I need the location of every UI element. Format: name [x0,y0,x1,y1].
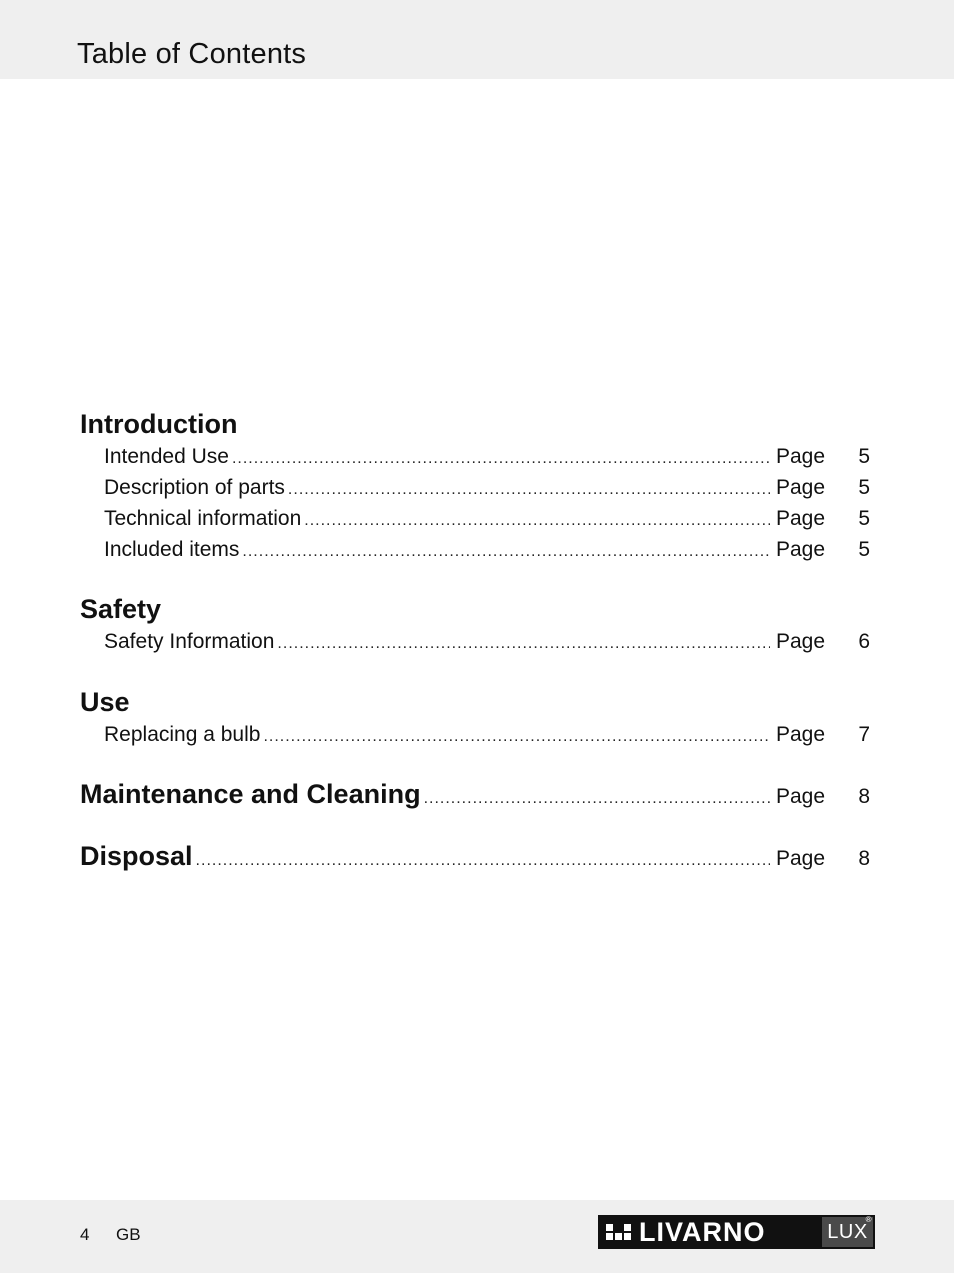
toc-entry-replacing-a-bulb[interactable] [104,720,870,750]
page-number: 5 [858,445,870,468]
registered-mark: ® [865,1215,872,1224]
toc-entry-intended-use[interactable] [104,442,870,472]
toc-entry-disposal[interactable] [80,841,870,877]
page-number: 5 [858,507,870,530]
page-number: 5 [858,476,870,499]
toc-entry-label: Included items [104,538,240,561]
dot-leader [424,784,770,814]
page-word: Page [776,445,826,468]
page-number: 7 [858,723,870,746]
page-word: Page [776,847,826,870]
logo-wordmark: LIVARNO [639,1217,766,1247]
page-word: Page [776,476,826,499]
toc-entry-included-items[interactable] [104,535,870,565]
toc-entry-label: Maintenance and Cleaning [80,779,421,809]
dot-leader [304,506,770,536]
logo-sub-block [820,1215,875,1249]
toc-entry-label: Intended Use [104,445,229,468]
page-word: Page [776,723,826,746]
page-word: Page [776,538,826,561]
dot-leader [263,722,770,752]
brand-logo [598,1215,875,1249]
toc-entry-description-of-parts[interactable] [104,473,870,503]
dot-leader [288,475,770,505]
page-title: Table of Contents [77,38,307,70]
toc-entry-label: Technical information [104,507,302,530]
section-heading-introduction: Introduction [80,409,238,439]
toc-entry-technical-information[interactable] [104,504,870,534]
logo-squares-icon [606,1224,631,1240]
toc-entry-label: Disposal [80,841,193,871]
footer-language: GB [116,1225,141,1244]
dot-leader [232,444,770,474]
toc-entry-label: Description of parts [104,476,285,499]
page-word: Page [776,507,826,530]
logo-main-block [598,1215,820,1249]
toc-entry-label: Replacing a bulb [104,723,261,746]
dot-leader [277,629,770,659]
page-number: 5 [858,538,870,561]
footer-page-number: 4 [80,1225,90,1244]
toc-entry-maintenance-and-cleaning[interactable] [80,779,870,815]
page-number: 8 [858,785,870,808]
toc-entry-label: Safety Information [104,630,275,653]
section-heading-use: Use [80,687,130,717]
page-word: Page [776,785,826,808]
page-number: 8 [858,847,870,870]
page-number: 6 [858,630,870,653]
section-heading-safety: Safety [80,594,162,624]
dot-leader [242,537,770,567]
page-word: Page [776,630,826,653]
dot-leader [196,846,770,876]
logo-sub-text: LUX [827,1220,868,1243]
toc-entry-safety-information[interactable] [104,627,870,657]
